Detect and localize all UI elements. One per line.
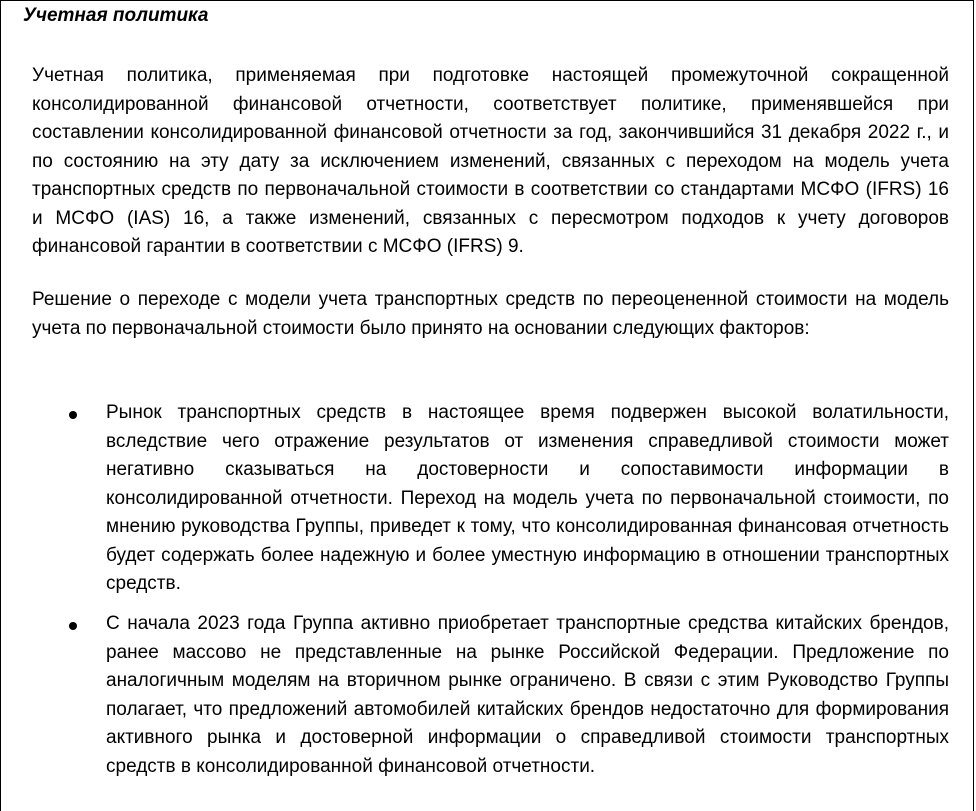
paragraph-transition-decision: Решение о переходе с модели учета транспортных средств по переоцененной стоимости на модель учета по первоначальной стоимости было принято на основании следующих факторов: [32,289,949,339]
section-title: Учетная политика [23,5,209,26]
list-item-text: С начала 2023 года Группа активно приобретает транспортные средства китайских брендов, ранее массово не представленные на рынке Российской Федерации. Предложение по аналогичным моделям на вторичном рынке ограничено. В связи с этим Руководство Группы полагает, что предложений автомобилей китайских брендов недостаточно для формирования активного рынка и достоверной информации о справедливой стоимости транспортных средств в консолидированной финансовой отчетности. [106,613,949,777]
bullet-icon [69,411,77,419]
bullet-icon [69,622,77,630]
list-item-text: Рынок транспортных средств в настоящее время подвержен высокой волатильности, вследствие чего отражение результатов от изменения справедливой стоимости может негативно сказываться на достоверности и сопоставимости информации в консолидированной отчетности. Переход на модель учета по первоначальной стоимости, по мнению руководства Группы, приведет к тому, что консолидированная финансовая отчетность будет содержать более надежную и более уместную информацию в отношении транспортных средств. [106,402,949,594]
paragraph-accounting-policy: Учетная политика, применяемая при подготовке настоящей промежуточной сокращенной консолидированной финансовой отчетности, соответствует политике, применявшейся при составлении консолидированной финансовой отчетности за год, закончившийся 31 декабря 2022 г., и по состоянию на эту дату за исключением изменений, связанных с переходом на модель учета транспортных средств по первоначальной стоимости в соответствии со стандартами МСФО (IFRS) 16 и МСФО (IAS) 16, а также изменений, связанных с пересмотром подходов к учету договоров финансовой гарантии в соответствии с МСФО (IFRS) 9. [32,65,949,257]
